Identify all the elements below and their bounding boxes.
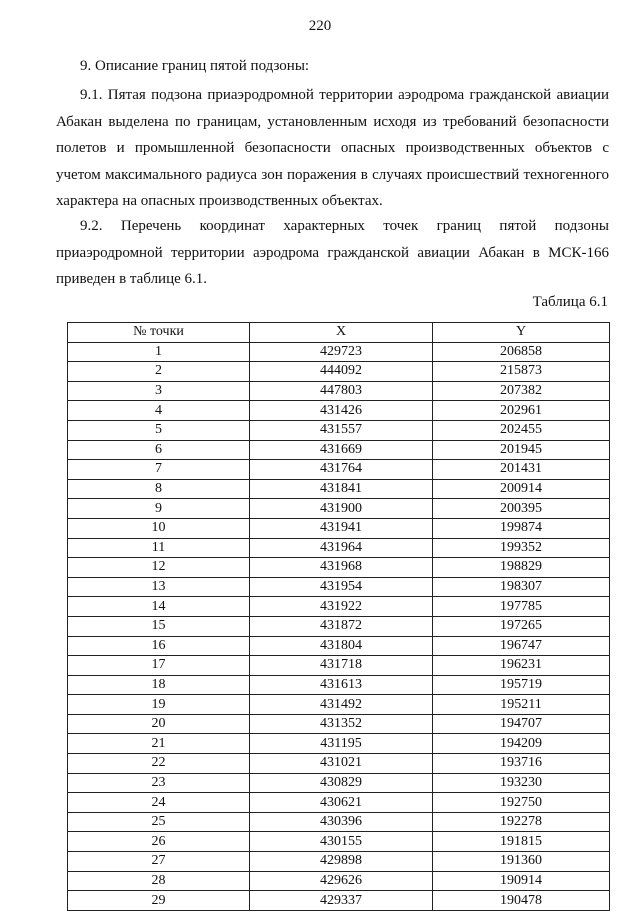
cell-x: 431968	[250, 558, 433, 578]
cell-y: 201431	[433, 460, 610, 480]
cell-y: 190914	[433, 871, 610, 891]
cell-point-number: 25	[68, 812, 250, 832]
table-row	[68, 714, 610, 734]
cell-x: 429898	[250, 852, 433, 872]
cell-y: 191815	[433, 832, 610, 852]
cell-point-number: 4	[68, 401, 250, 421]
cell-point-number: 17	[68, 656, 250, 676]
cell-point-number: 22	[68, 754, 250, 774]
table-row	[68, 558, 610, 578]
header-x: X	[250, 323, 433, 343]
cell-x: 431352	[250, 714, 433, 734]
table-row	[68, 695, 610, 715]
cell-y: 196747	[433, 636, 610, 656]
table-row	[68, 636, 610, 656]
cell-point-number: 12	[68, 558, 250, 578]
cell-x: 431941	[250, 518, 433, 538]
cell-y: 194209	[433, 734, 610, 754]
cell-point-number: 1	[68, 342, 250, 362]
cell-x: 431922	[250, 597, 433, 617]
cell-x: 431492	[250, 695, 433, 715]
table-row	[68, 616, 610, 636]
cell-x: 431613	[250, 675, 433, 695]
table-row	[68, 871, 610, 891]
cell-x: 431195	[250, 734, 433, 754]
cell-x: 431426	[250, 401, 433, 421]
table-body	[68, 342, 610, 910]
cell-y: 215873	[433, 362, 610, 382]
header-point-number: № точки	[68, 323, 250, 343]
table-row	[68, 656, 610, 676]
cell-point-number: 27	[68, 852, 250, 872]
section-heading: 9. Описание границ пятой подзоны:	[80, 58, 310, 74]
cell-x: 429626	[250, 871, 433, 891]
table-row	[68, 832, 610, 852]
cell-x: 444092	[250, 362, 433, 382]
cell-point-number: 8	[68, 479, 250, 499]
table-row	[68, 675, 610, 695]
table-row	[68, 499, 610, 519]
cell-y: 207382	[433, 381, 610, 401]
table-caption: Таблица 6.1	[532, 294, 608, 310]
table-row	[68, 754, 610, 774]
cell-x: 431804	[250, 636, 433, 656]
cell-x: 429337	[250, 891, 433, 911]
table-row	[68, 420, 610, 440]
cell-x: 447803	[250, 381, 433, 401]
cell-y: 202455	[433, 420, 610, 440]
table-row	[68, 734, 610, 754]
paragraph-9-1: 9.1. Пятая подзона приаэродромной территории аэродрома гражданской авиации Абакан выделена по границам, установленным исходя из требований безопасности полетов и промышленной безопасности опасных производственных объектов с учетом максимального радиуса зон поражения в случаях происшествий техногенного характера на опасных производственных объектах.	[56, 87, 609, 209]
cell-point-number: 13	[68, 577, 250, 597]
cell-x: 430155	[250, 832, 433, 852]
cell-x: 431764	[250, 460, 433, 480]
table-row	[68, 577, 610, 597]
table-header-row	[68, 323, 610, 343]
page-number: 220	[308, 18, 332, 34]
cell-point-number: 23	[68, 773, 250, 793]
cell-x: 431021	[250, 754, 433, 774]
cell-y: 206858	[433, 342, 610, 362]
cell-point-number: 28	[68, 871, 250, 891]
table-row	[68, 479, 610, 499]
cell-y: 199352	[433, 538, 610, 558]
cell-y: 192278	[433, 812, 610, 832]
cell-point-number: 21	[68, 734, 250, 754]
cell-point-number: 7	[68, 460, 250, 480]
cell-y: 191360	[433, 852, 610, 872]
coordinates-table	[67, 322, 610, 911]
cell-y: 192750	[433, 793, 610, 813]
table-row	[68, 518, 610, 538]
cell-y: 197785	[433, 597, 610, 617]
table-row	[68, 440, 610, 460]
cell-point-number: 5	[68, 420, 250, 440]
cell-x: 430396	[250, 812, 433, 832]
cell-y: 190478	[433, 891, 610, 911]
cell-point-number: 10	[68, 518, 250, 538]
cell-y: 197265	[433, 616, 610, 636]
cell-y: 196231	[433, 656, 610, 676]
cell-y: 193230	[433, 773, 610, 793]
cell-y: 201945	[433, 440, 610, 460]
cell-x: 431872	[250, 616, 433, 636]
cell-point-number: 18	[68, 675, 250, 695]
cell-point-number: 24	[68, 793, 250, 813]
paragraph-9-2: 9.2. Перечень координат характерных точек границ пятой подзоны приаэродромной территории аэродрома гражданской авиации Абакан в МСК-166 приведен в таблице 6.1.	[56, 218, 609, 287]
cell-x: 430621	[250, 793, 433, 813]
cell-y: 199874	[433, 518, 610, 538]
table-row	[68, 362, 610, 382]
table-row	[68, 852, 610, 872]
cell-y: 198829	[433, 558, 610, 578]
cell-y: 198307	[433, 577, 610, 597]
table-row	[68, 460, 610, 480]
table-row	[68, 773, 610, 793]
cell-y: 195211	[433, 695, 610, 715]
cell-y: 200395	[433, 499, 610, 519]
cell-x: 431669	[250, 440, 433, 460]
cell-point-number: 16	[68, 636, 250, 656]
cell-y: 194707	[433, 714, 610, 734]
cell-x: 431841	[250, 479, 433, 499]
cell-x: 431718	[250, 656, 433, 676]
table-row	[68, 597, 610, 617]
cell-x: 429723	[250, 342, 433, 362]
table-row	[68, 812, 610, 832]
table-row	[68, 538, 610, 558]
table-row	[68, 793, 610, 813]
cell-point-number: 29	[68, 891, 250, 911]
table-row	[68, 381, 610, 401]
cell-point-number: 9	[68, 499, 250, 519]
cell-point-number: 26	[68, 832, 250, 852]
cell-point-number: 11	[68, 538, 250, 558]
cell-x: 431964	[250, 538, 433, 558]
cell-point-number: 3	[68, 381, 250, 401]
cell-y: 195719	[433, 675, 610, 695]
cell-x: 431900	[250, 499, 433, 519]
cell-point-number: 19	[68, 695, 250, 715]
table-row	[68, 342, 610, 362]
cell-point-number: 20	[68, 714, 250, 734]
cell-point-number: 2	[68, 362, 250, 382]
table-row	[68, 891, 610, 911]
header-y: Y	[433, 323, 610, 343]
cell-y: 193716	[433, 754, 610, 774]
cell-point-number: 15	[68, 616, 250, 636]
cell-point-number: 6	[68, 440, 250, 460]
cell-point-number: 14	[68, 597, 250, 617]
cell-y: 200914	[433, 479, 610, 499]
cell-x: 430829	[250, 773, 433, 793]
table-row	[68, 401, 610, 421]
cell-x: 431954	[250, 577, 433, 597]
cell-x: 431557	[250, 420, 433, 440]
cell-y: 202961	[433, 401, 610, 421]
